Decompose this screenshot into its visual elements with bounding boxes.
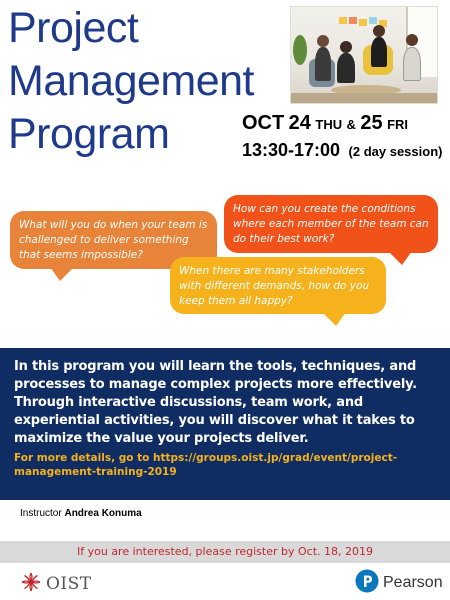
program-description-panel	[0, 348, 450, 500]
person-head	[406, 34, 418, 46]
event-dates	[242, 112, 447, 135]
bubble-tail	[388, 251, 412, 265]
oist-logo-icon	[20, 571, 42, 598]
event-time-line	[242, 140, 447, 161]
event-amp: &	[346, 117, 356, 132]
event-time: 13:30-17:00	[242, 140, 341, 160]
sticky-note-icon	[369, 17, 377, 24]
title-line-2: Management	[8, 57, 254, 105]
person-icon	[337, 53, 355, 83]
title-line-1: Project	[8, 4, 139, 52]
sticky-note-icon	[359, 19, 367, 26]
person-icon	[371, 37, 387, 67]
question-text-yellow: When there are many stakeholders with different demands, how do you keep them all happy?	[179, 265, 370, 307]
event-month: OCT	[242, 112, 285, 134]
event-weekday-1: THU	[315, 117, 343, 132]
details-link[interactable]: For more details, go to https://groups.oist.jp/grad/event/project-management-training-2019	[14, 452, 398, 478]
sticky-note-icon	[349, 17, 357, 24]
person-head	[340, 41, 352, 53]
event-day-2: 25	[360, 112, 383, 134]
pearson-logo-text: Pearson	[383, 574, 443, 591]
question-bubble-red	[224, 195, 438, 253]
event-session: (2 day session)	[348, 144, 443, 159]
question-text-red: How can you create the conditions where each member of the team can do their best work?	[233, 203, 429, 245]
pearson-logo	[355, 570, 443, 596]
event-day-1: 24	[288, 112, 311, 134]
meeting-photo	[290, 6, 438, 104]
program-description: In this program you will learn the tools, techniques, and processes to manage complex projects more effectively. Through interactive discussions, team work, and experiential activities, you will discover what it takes to maximize the value your projects deliver.	[14, 359, 417, 446]
person-icon	[315, 47, 331, 81]
instructor-name: Andrea Konuma	[64, 508, 142, 519]
question-bubble-yellow	[170, 257, 386, 314]
instructor-line	[20, 508, 142, 519]
register-text: If you are interested, please register by Oct. 18, 2019	[77, 545, 373, 558]
event-weekday-2: FRI	[387, 117, 409, 132]
person-icon	[403, 47, 421, 81]
plant-icon	[293, 35, 307, 65]
instructor-label: Instructor	[20, 508, 62, 519]
pearson-logo-icon	[355, 569, 379, 598]
title-line-3: Program	[8, 110, 170, 158]
oist-logo-text: OIST	[46, 574, 92, 594]
register-notice	[0, 541, 450, 563]
question-text-orange: What will you do when your team is challenged to deliver something that seems impossible?	[19, 219, 208, 261]
person-head	[317, 35, 329, 47]
bubble-tail	[50, 267, 74, 281]
sticky-note-icon	[339, 17, 347, 24]
person-head	[373, 25, 385, 37]
oist-logo	[20, 572, 92, 596]
floor	[291, 93, 438, 104]
bubble-tail	[322, 312, 346, 326]
program-title	[8, 2, 308, 161]
